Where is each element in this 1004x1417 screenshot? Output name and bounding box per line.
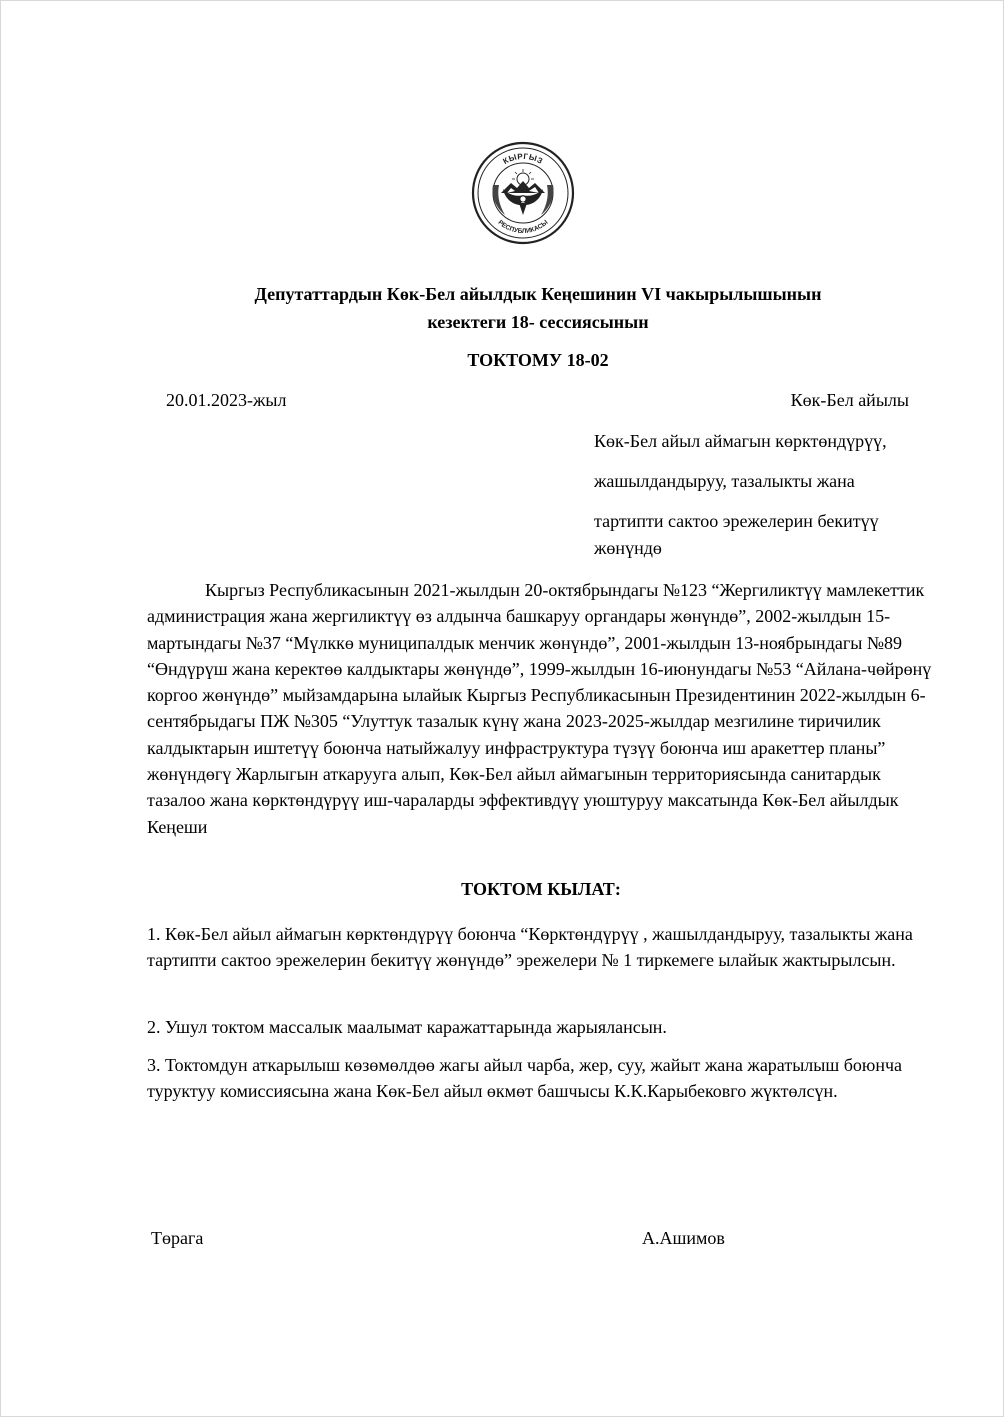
header-line-1: Депутаттардын Көк-Бел айылдык Кеңешинин VI чакырылышынын (254, 284, 822, 304)
signature-position: Төрага (151, 1228, 204, 1248)
document-title: ТОКТОМУ 18-02 (467, 350, 609, 370)
emblem-caption-top: КЫРГЫЗ (501, 151, 545, 166)
document-date: 20.01.2023-жыл (166, 390, 287, 410)
subject-line-2: жашылдандыруу, тазалыкты жана (594, 471, 855, 491)
kyrgyz-emblem-icon (471, 141, 575, 245)
subject-line-4: жөнүндө (594, 538, 662, 558)
preamble-paragraph: Кыргыз Республикасынын 2021-жылдын 20-октябрындагы №123 “Жергиликтүү мамлекеттик администрация жана жергиликтүү өз алдынча башкаруу органдары жөнүндө”, 2002-жылдын 15-мартындагы №37 “Мүлккө муниципалдык менчик жөнүндө”, 2001-жылдын 13-ноябрындагы №89 “Өндүрүш жана керектөө калдыктары жөнүндө”, 1999-жылдын 16-июнундагы №53 “Айлана-чөйрөнү коргоо жөнүндө” мыйзамдарына ылайык Кыргыз Республикасынын Президентинин 2022-жылдын 6- сентябрыдагы ПЖ №305 “Улуттук тазалык күнү жана 2023-2025-жылдар мезгилине тиричилик калдыктарын иштетүү боюнча натыйжалуу инфраструктура түзүү боюнча иш аракеттер планы” жөнүндөгү Жарлыгын аткарууга алып, Көк-Бел айыл аймагынын территориясында санитардык тазалоо жана көрктөндүрүү иш-чараларды эффективдүү уюштуруу максатында Көк-Бел айылдык Кеңеши (147, 580, 932, 837)
decree-item-1: 1. Көк-Бел айыл аймагын көрктөндүрүү боюнча “Көрктөндүрүү , жашылдандыруу, тазалыкты жана тартипти сактоо эрежелерин бекитүү жөнүндө” эрежелери № 1 тиркемеге ылайык жактырылсын. (147, 924, 913, 971)
header-line-2: кезектеги 18- сессиясынын (427, 312, 649, 332)
subject-line-3: тартипти сактоо эрежелерин бекитүү (594, 511, 879, 531)
emblem-caption-bottom: РЕСПУБЛИКАСЫ (496, 219, 550, 236)
decree-heading: ТОКТОМ КЫЛАТ: (461, 879, 621, 899)
subject-line-1: Көк-Бел айыл аймагын көрктөндүрүү, (594, 431, 887, 451)
decree-item-2: 2. Ушул токтом массалык маалымат каражаттарында жарыялансын. (147, 1017, 667, 1037)
document-place: Көк-Бел айылы (790, 390, 909, 410)
decree-item-3: 3. Токтомдун аткарылыш көзөмөлдөө жагы айыл чарба, жер, суу, жайыт жана жаратылыш боюнча туруктуу комиссиясына жана Көк-Бел айыл өкмөт башчысы К.К.Карыбековго жүктөлсүн. (147, 1055, 903, 1102)
signature-name: А.Ашимов (642, 1228, 725, 1248)
